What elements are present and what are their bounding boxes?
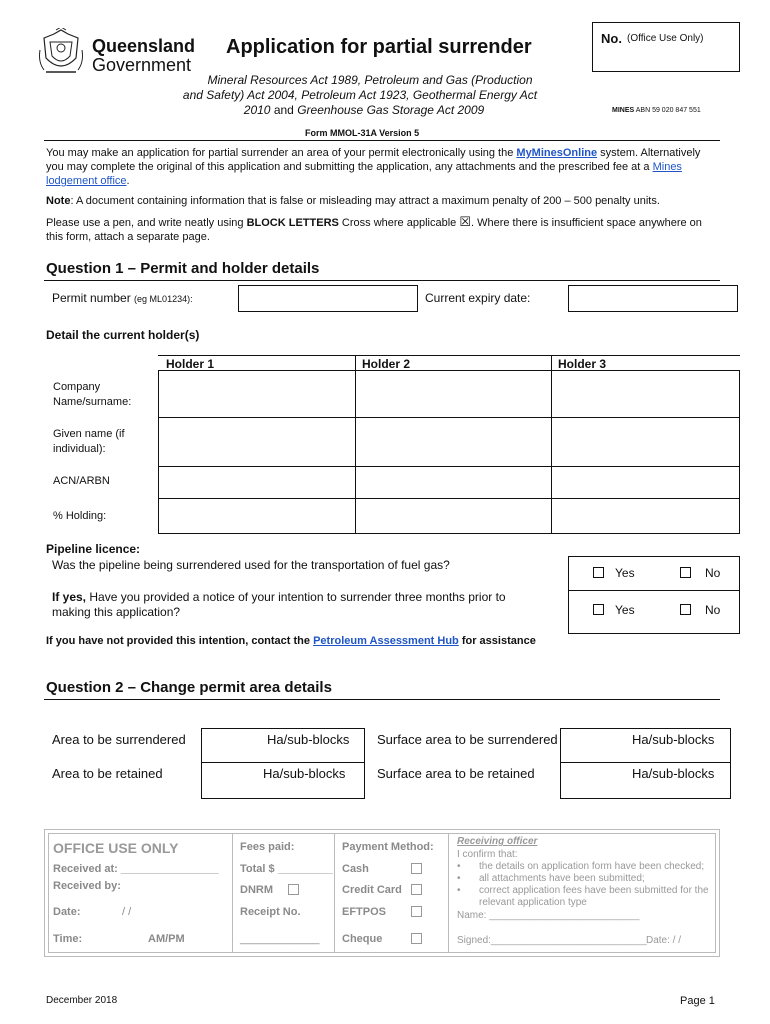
holder-cell[interactable]: [552, 371, 739, 416]
total-label: Total $ _________: [240, 863, 333, 875]
dnrm-checkbox[interactable]: [288, 884, 299, 895]
unit-label: Ha/sub-blocks: [267, 732, 350, 747]
receipt-line: _____________: [240, 933, 320, 945]
intro-text-b: system. Alternatively you may complete the original of this application and submitting the application, any attachments and the prescribed fee at a: [46, 147, 701, 173]
method-credit-card: Credit Card: [342, 884, 402, 896]
q1-heading-rule: [44, 280, 720, 281]
petroleum-hub-link[interactable]: Petroleum Assessment Hub: [313, 635, 459, 647]
footer-date: December 2018: [46, 995, 118, 1006]
intro-text-a: You may make an application for partial surrender an area of your permit electronically using the: [46, 147, 517, 159]
area-retained-label: Area to be retained: [52, 766, 163, 781]
officer-date: Date: / /: [646, 935, 682, 946]
ifyes-text: Have you provided a notice of your intention to surrender three months prior to making this application?: [52, 590, 506, 619]
abn: [612, 107, 701, 114]
row-label-acn: ACN/ARBN: [53, 475, 110, 487]
method-cash: Cash: [342, 863, 369, 875]
permit-label-text: Permit number: [52, 291, 131, 305]
credit-card-checkbox[interactable]: [411, 884, 422, 895]
bullet-item: • all attachments have been submitted;: [457, 873, 645, 884]
row-label-holding: % Holding:: [53, 510, 107, 522]
pipeline-heading: Pipeline licence:: [46, 542, 141, 556]
instr-text-c: . Where there is insufficient space anywhere on this form, attach a separate page.: [46, 217, 702, 243]
ampm-label: AM/PM: [148, 933, 185, 945]
page-number: Page 1: [680, 995, 715, 1007]
block-letters: BLOCK LETTERS: [246, 217, 339, 229]
intro-paragraph: [46, 146, 720, 188]
acts-line3c: Greenhouse Gas Storage Act 2009: [297, 103, 485, 117]
govt-line2: Government: [92, 55, 192, 75]
receipt-no-label: Receipt No.: [240, 906, 301, 918]
date-label: Date:: [53, 906, 81, 918]
notice-no-checkbox[interactable]: [680, 604, 691, 615]
acts-line1: Mineral Resources Act 1989, Petroleum and Gas (Production: [207, 73, 533, 87]
govt-line1: Queensland: [92, 36, 196, 56]
area-surrendered-label: Area to be surrendered: [52, 732, 186, 747]
received-by: Received by:: [53, 880, 121, 892]
lodgement-office-link[interactable]: Mines lodgement office: [46, 161, 682, 187]
confirm-label: I confirm that:: [457, 849, 518, 860]
intro: [46, 146, 720, 244]
crossed-box-icon: ☒: [459, 214, 471, 229]
office-no-note: (Office Use Only): [627, 33, 704, 44]
contact-line: [46, 635, 536, 647]
page-title: Application for partial surrender: [226, 36, 532, 58]
note-label: Note: [46, 195, 71, 207]
yes-label: Yes: [615, 566, 635, 580]
holder-cell[interactable]: [159, 371, 354, 416]
office-no-label: No.: [601, 31, 622, 46]
no-label: No: [705, 566, 721, 580]
intro-text-c: .: [126, 175, 130, 187]
officer-name: Name: ___________________________: [457, 910, 640, 921]
q2-heading: Question 2 – Change permit area details: [46, 679, 332, 696]
expiry-date-label: Current expiry date:: [425, 291, 531, 305]
surface-retained-label: Surface area to be retained: [377, 766, 535, 781]
pipeline-yes-checkbox[interactable]: [593, 567, 604, 578]
dnrm-label: DNRM: [240, 884, 273, 896]
holder-cell[interactable]: [356, 371, 550, 416]
bullet-text: correct application fees have been submitted for the relevant application type: [479, 885, 709, 908]
officer-signed: Signed:____________________________: [457, 935, 647, 946]
holder-2-header: Holder 2: [362, 357, 411, 371]
queensland-crest-logo: [36, 28, 86, 80]
confirm-list: [457, 861, 717, 909]
acts-line3b: and: [270, 103, 298, 117]
bullet-item: • the details on application form have been checked;: [457, 861, 705, 872]
permit-number-field[interactable]: [238, 285, 418, 312]
ifyes-question: [52, 590, 542, 620]
eftpos-checkbox[interactable]: [411, 906, 422, 917]
legislation-list: [160, 73, 560, 118]
acts-line3a: 2010: [243, 103, 271, 117]
holders-heading: Detail the current holder(s): [46, 328, 200, 342]
yes-label: Yes: [615, 603, 635, 617]
q1-heading: Question 1 – Permit and holder details: [46, 260, 320, 277]
row-label-given-name: Given name (if individual):: [53, 428, 125, 455]
bullet-text: all attachments have been submitted;: [479, 873, 645, 884]
q2-heading-rule: [44, 699, 720, 700]
unit-label: Ha/sub-blocks: [263, 766, 346, 781]
permit-hint: (eg ML01234):: [134, 294, 193, 304]
instr-text-b: Cross where applicable: [338, 217, 460, 229]
header-rule: [44, 140, 720, 141]
bullet-item: • correct application fees have been submitted for the relevant application type: [457, 885, 709, 908]
acts-line2: and Safety) Act 2004, Petroleum Act 1923, Geothermal Energy Act: [182, 88, 538, 102]
abn-number: ABN 59 020 847 551: [635, 107, 701, 114]
holder-1-header: Holder 1: [166, 357, 215, 371]
myminesonline-link[interactable]: MyMinesOnline: [516, 147, 598, 159]
received-at: Received at: ________________: [53, 863, 219, 875]
note-paragraph: [46, 194, 720, 208]
receiving-officer-title: Receiving officer: [457, 836, 538, 847]
method-cheque: Cheque: [342, 933, 383, 945]
note-text: : A document containing information that is false or misleading may attract a maximum penalty of 200 – 500 penalty units.: [70, 195, 660, 207]
expiry-date-field[interactable]: [568, 285, 738, 312]
fees-paid-label: Fees paid:: [240, 841, 295, 853]
no-label: No: [705, 603, 721, 617]
instructions-paragraph: [46, 215, 720, 244]
govt-name: [92, 37, 195, 75]
pipeline-no-checkbox[interactable]: [680, 567, 691, 578]
instr-text-a: Please use a pen, and write neatly using: [46, 217, 247, 229]
payment-method-label: Payment Method:: [342, 841, 434, 853]
method-eftpos: EFTPOS: [342, 906, 387, 918]
permit-number-label: [52, 291, 193, 305]
form-id: Form MMOL-31A Version 5: [305, 128, 420, 138]
surface-surrendered-label: Surface area to be surrendered: [377, 732, 558, 747]
time-label: Time:: [53, 933, 83, 945]
pipeline-question: Was the pipeline being surrendered used for the transportation of fuel gas?: [52, 558, 450, 572]
contact-text-b: for assistance: [458, 635, 536, 647]
row-label-company: Company Name/surname:: [53, 381, 132, 408]
office-number-box: [592, 22, 740, 72]
bullet-text: the details on application form have been checked;: [479, 861, 705, 872]
mines-label: MINES: [612, 107, 635, 114]
contact-text-a: If you have not provided this intention, contact the: [46, 635, 314, 647]
office-use-title: OFFICE USE ONLY: [53, 840, 179, 856]
date-slashes: / /: [122, 906, 132, 918]
cash-checkbox[interactable]: [411, 863, 422, 874]
holder-3-header: Holder 3: [558, 357, 607, 371]
cheque-checkbox[interactable]: [411, 933, 422, 944]
unit-label: Ha/sub-blocks: [632, 766, 715, 781]
notice-yes-checkbox[interactable]: [593, 604, 604, 615]
ifyes-bold: If yes,: [52, 590, 87, 604]
unit-label: Ha/sub-blocks: [632, 732, 715, 747]
